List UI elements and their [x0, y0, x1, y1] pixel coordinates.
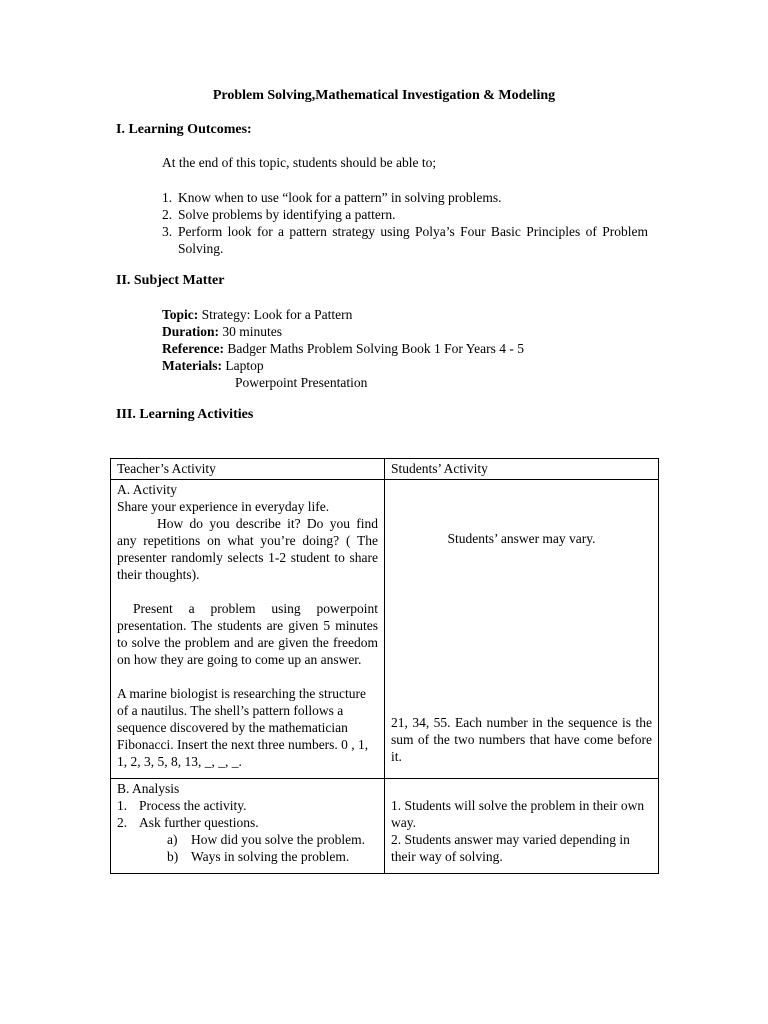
learning-outcomes-list — [162, 189, 648, 257]
analysis-answer-2: 2. Students answer may varied depending in their way of solving. — [391, 832, 630, 864]
analysis-answer-1: 1. Students will solve the problem in their own way. — [391, 798, 645, 830]
students-answer-2: 21, 34, 55. Each number in the sequence is the sum of the two numbers that have come before it. — [391, 715, 652, 764]
activity-p2: How do you describe it? Do you find any repetitions on what you’re doing? ( The presenter randomly selects 1-2 student to share their thoughts). — [117, 516, 378, 582]
table-row — [111, 480, 659, 779]
materials-row-2: Powerpoint Presentation — [235, 375, 368, 390]
learning-outcomes-intro: At the end of this topic, students should be able to; — [162, 155, 437, 170]
table-row — [111, 779, 659, 874]
activity-p1: Share your experience in everyday life. — [117, 499, 330, 514]
list-item: 3. Perform look for a pattern strategy using Polya’s Four Basic Principles of Problem Solving. — [162, 224, 648, 256]
list-item: 1. Know when to use “look for a pattern” in solving problems. — [162, 190, 502, 205]
activity-p3: Present a problem using powerpoint presentation. The students are given 5 minutes to solve the problem and are given the freedom on how they are going to come up an answer. — [117, 601, 378, 667]
document-title: Problem Solving,Mathematical Investigation & Modeling — [212, 88, 556, 103]
learning-activities-heading: III. Learning Activities — [116, 407, 254, 422]
learning-activities-table — [110, 458, 659, 874]
duration-row: Duration: 30 minutes — [162, 324, 282, 339]
analysis-item-1: 1. Process the activity. — [117, 798, 247, 813]
teacher-activity-cell — [111, 480, 385, 779]
subject-matter-heading: II. Subject Matter — [116, 273, 225, 288]
table-header-row — [111, 459, 659, 480]
subject-matter-block — [162, 306, 524, 391]
list-item: 2. Solve problems by identifying a pattern. — [162, 207, 396, 222]
learning-outcomes-heading: I. Learning Outcomes: — [116, 122, 252, 137]
topic-row: Topic: Strategy: Look for a Pattern — [162, 307, 353, 322]
reference-row: Reference: Badger Maths Problem Solving Book 1 For Years 4 - 5 — [162, 341, 524, 356]
students-activity-cell — [385, 480, 659, 779]
activity-label: A. Activity — [117, 482, 177, 497]
analysis-subitem-a: a) How did you solve the problem. — [167, 832, 365, 847]
students-answer-1: Students’ answer may vary. — [447, 531, 596, 546]
materials-row: Materials: Laptop — [162, 358, 264, 373]
teacher-activity-header: Teacher’s Activity — [111, 459, 385, 480]
teacher-analysis-cell — [111, 779, 385, 874]
analysis-subitem-b: b) Ways in solving the problem. — [167, 849, 350, 864]
students-analysis-cell — [385, 779, 659, 874]
analysis-item-2: 2. Ask further questions. — [117, 815, 259, 830]
students-activity-header: Students’ Activity — [385, 459, 659, 480]
analysis-label: B. Analysis — [117, 781, 180, 796]
activity-p4: A marine biologist is researching the structure of a nautilus. The shell’s pattern follows a sequence discovered by the mathematician Fibonacci. Insert the next three numbers. 0 , 1, 1, 2, 3, 5, 8, 13, _, _, _. — [117, 686, 369, 769]
